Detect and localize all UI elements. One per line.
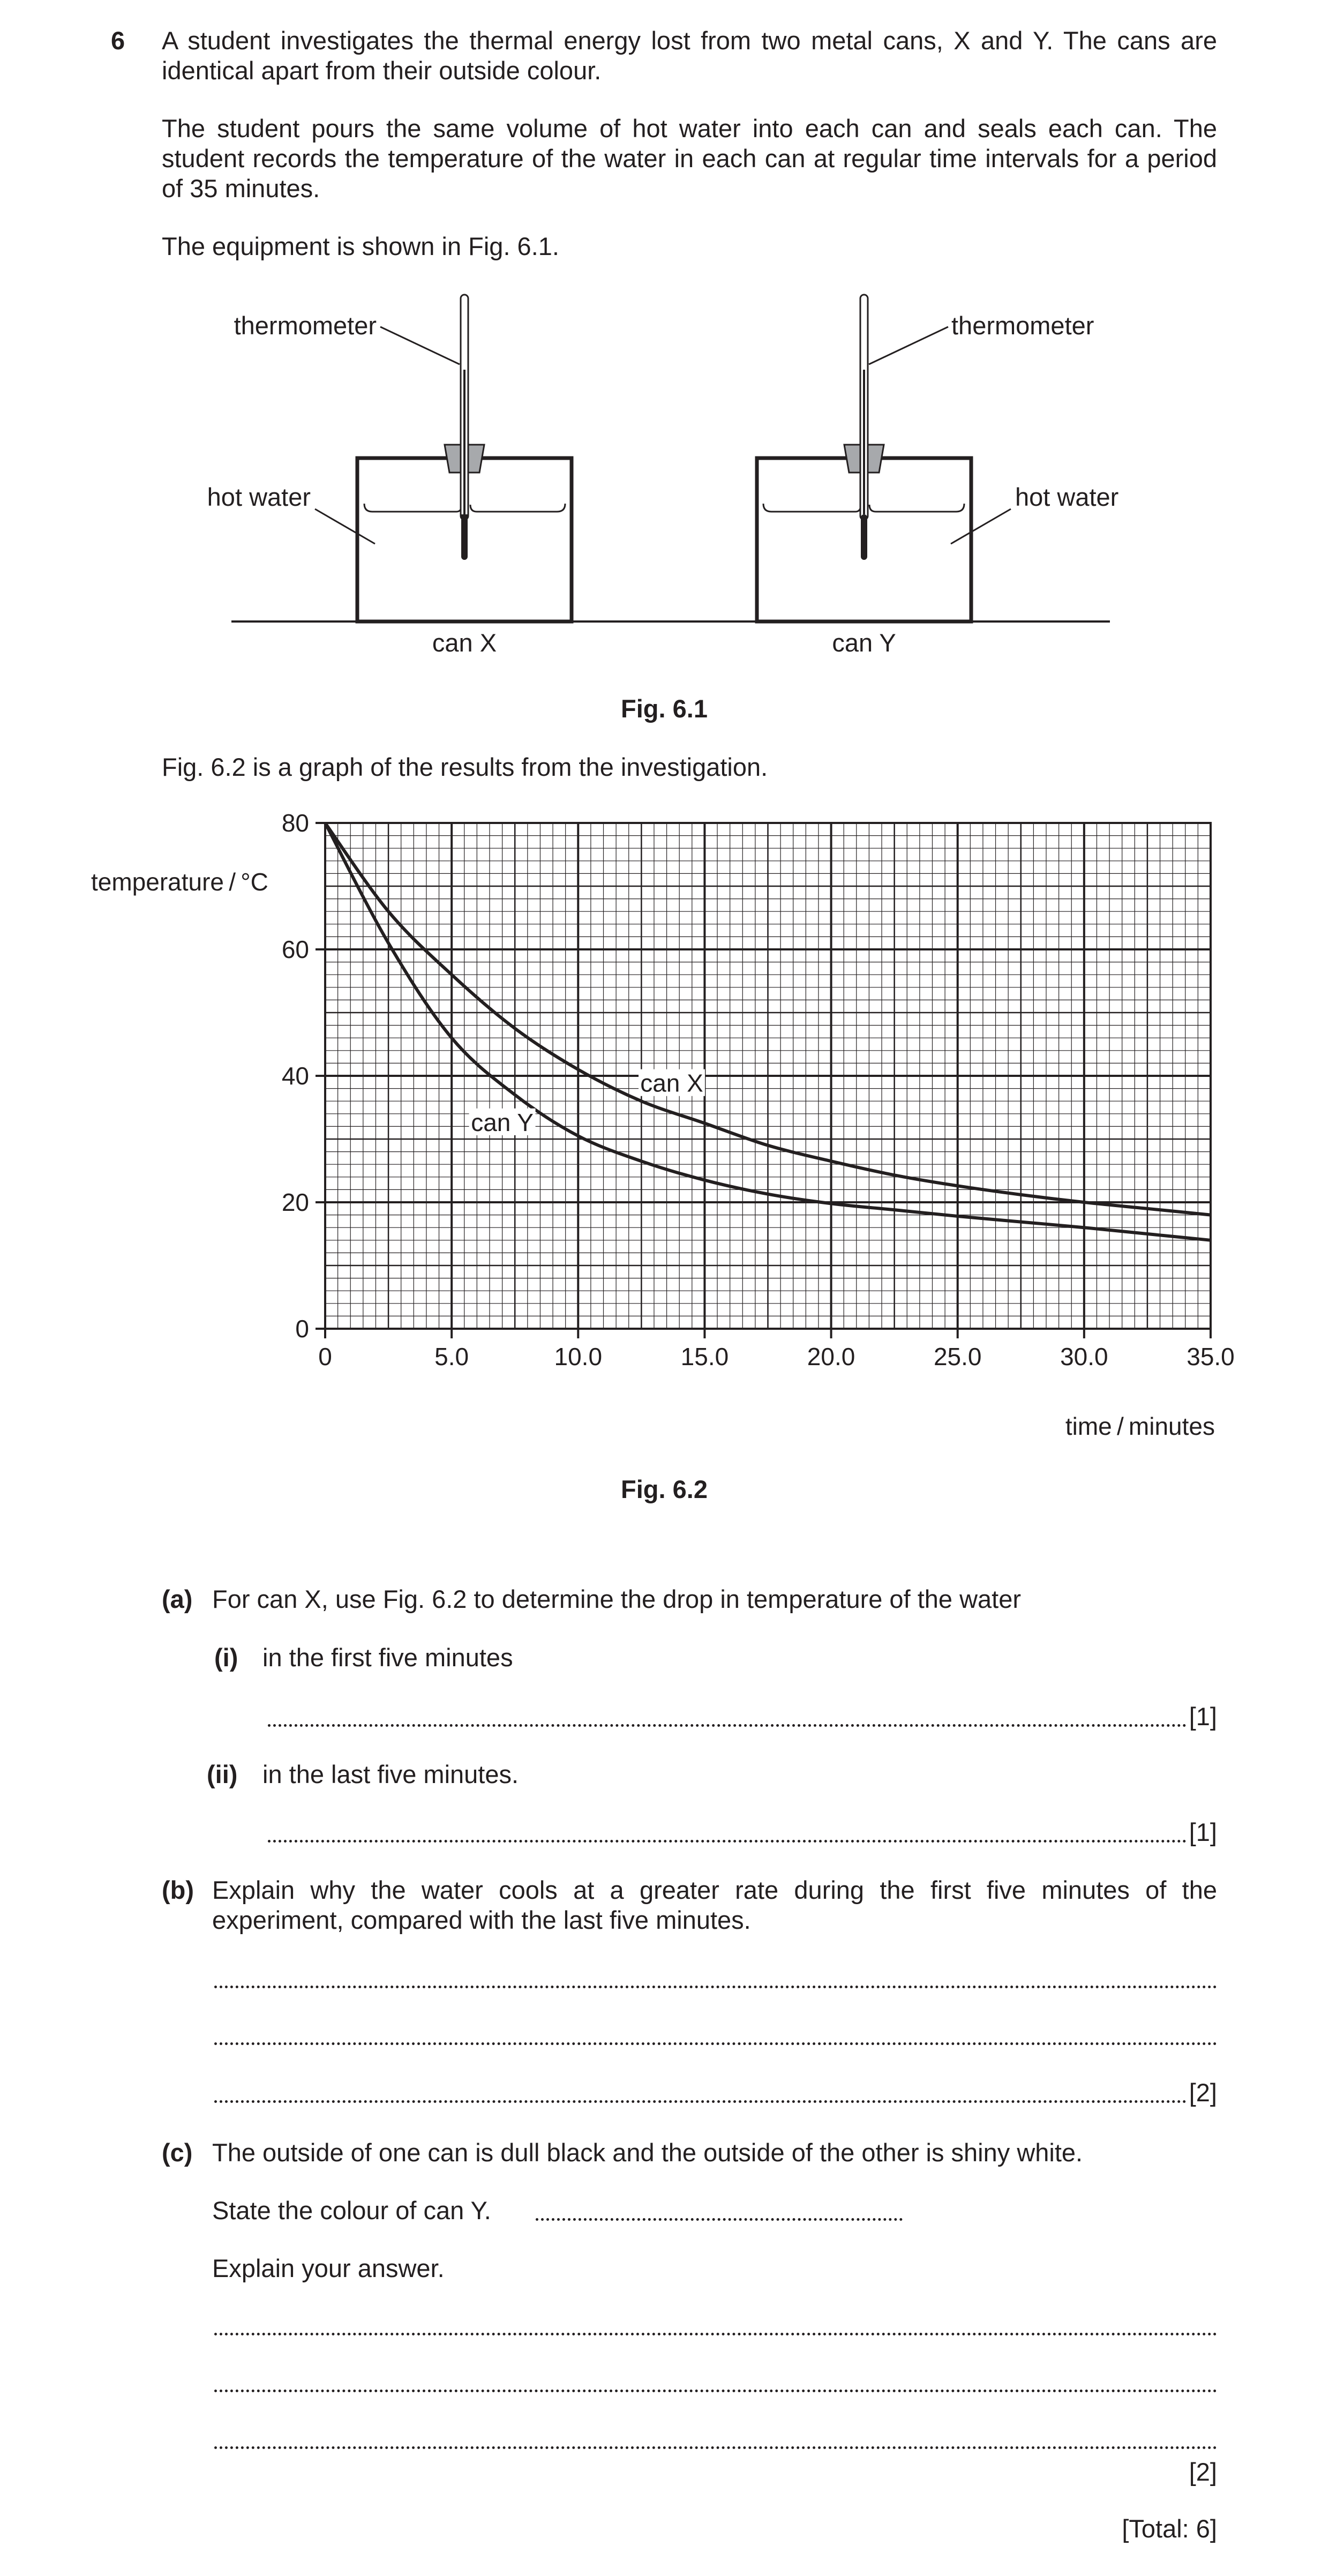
part-a-i-label: (i) — [214, 1643, 238, 1672]
part-c-text: The outside of one can is dull black and the outside of the other is shiny white. — [212, 2138, 1083, 2167]
answer-line-a-ii[interactable] — [268, 1840, 1187, 1843]
question-intro-2: The student pours the same volume of hot water into each can and seals each can. The student records the temperature of the water in each can at regular time intervals for a period of 35 minutes. — [162, 114, 1217, 203]
part-c-explain: Explain your answer. — [212, 2254, 445, 2282]
part-c-mark: [2] — [1189, 2458, 1217, 2486]
answer-line-b-1[interactable] — [214, 1986, 1217, 1988]
y-tick-label: 80 — [281, 809, 309, 837]
label-can-y: can Y — [832, 628, 896, 657]
can-x — [357, 295, 572, 621]
y-tick-label: 60 — [281, 935, 309, 963]
part-b-label: (b) — [162, 1876, 194, 1904]
series-label-can-x: can X — [640, 1069, 703, 1097]
question-number: 6 — [111, 26, 125, 55]
question-intro-3: The equipment is shown in Fig. 6.1. — [162, 232, 559, 260]
y-axis-label: temperature / °C — [91, 868, 268, 896]
label-hot-water-right: hot water — [1015, 483, 1119, 511]
can-y — [757, 295, 971, 621]
part-c-state: State the colour of can Y. — [212, 2196, 491, 2225]
fig-6-2-caption: Fig. 6.2 — [621, 1475, 708, 1503]
part-b-mark: [2] — [1189, 2078, 1217, 2107]
part-a-ii-text: in the last five minutes. — [262, 1760, 519, 1788]
fig-6-1-caption: Fig. 6.1 — [621, 694, 708, 723]
answer-line-b-2[interactable] — [214, 2042, 1217, 2045]
x-tick-label: 15.0 — [680, 1343, 729, 1371]
temperature-time-chart — [0, 793, 1329, 1457]
part-a-ii-mark: [1] — [1189, 1818, 1217, 1846]
label-thermometer-right: thermometer — [951, 311, 1094, 340]
total-marks: [Total: 6] — [1122, 2514, 1217, 2543]
part-a-label: (a) — [162, 1585, 193, 1613]
part-a-ii-label: (ii) — [207, 1760, 238, 1788]
part-a-text: For can X, use Fig. 6.2 to determine the drop in temperature of the water — [212, 1585, 1022, 1613]
x-tick-label: 10.0 — [554, 1343, 603, 1371]
fig-6-2-intro: Fig. 6.2 is a graph of the results from the investigation. — [162, 753, 768, 781]
y-tick-label: 40 — [281, 1062, 309, 1090]
answer-line-c-2[interactable] — [214, 2390, 1217, 2392]
series-label-can-y: can Y — [471, 1108, 534, 1136]
label-hot-water-left: hot water — [207, 483, 311, 511]
question-intro-1: A student investigates the thermal energy lost from two metal cans, X and Y. The cans are identical apart from their outside colour. — [162, 26, 1217, 85]
label-thermometer-left: thermometer — [234, 311, 377, 340]
y-tick-label: 20 — [281, 1188, 309, 1216]
x-tick-label: 25.0 — [933, 1343, 982, 1371]
answer-line-a-i[interactable] — [268, 1724, 1187, 1727]
x-axis-label: time / minutes — [1065, 1412, 1215, 1440]
x-tick-label: 30.0 — [1060, 1343, 1108, 1371]
x-tick-label: 35.0 — [1187, 1343, 1235, 1371]
part-a-i-text: in the first five minutes — [262, 1643, 513, 1672]
x-tick-label: 20.0 — [807, 1343, 855, 1371]
part-a-i-mark: [1] — [1189, 1702, 1217, 1731]
part-b-text: Explain why the water cools at a greater rate during the first five minutes of the experiment, compared with the last five minutes. — [212, 1876, 1217, 1934]
y-tick-label: 0 — [295, 1315, 309, 1343]
answer-line-c-1[interactable] — [214, 2333, 1217, 2335]
part-c-label: (c) — [162, 2138, 193, 2167]
x-tick-label: 5.0 — [434, 1343, 469, 1371]
x-tick-label: 0 — [318, 1343, 332, 1371]
answer-line-b-3[interactable] — [214, 2100, 1187, 2103]
answer-line-c-3[interactable] — [214, 2446, 1217, 2449]
answer-line-c-colour[interactable] — [536, 2218, 903, 2221]
label-can-x: can X — [432, 628, 497, 657]
